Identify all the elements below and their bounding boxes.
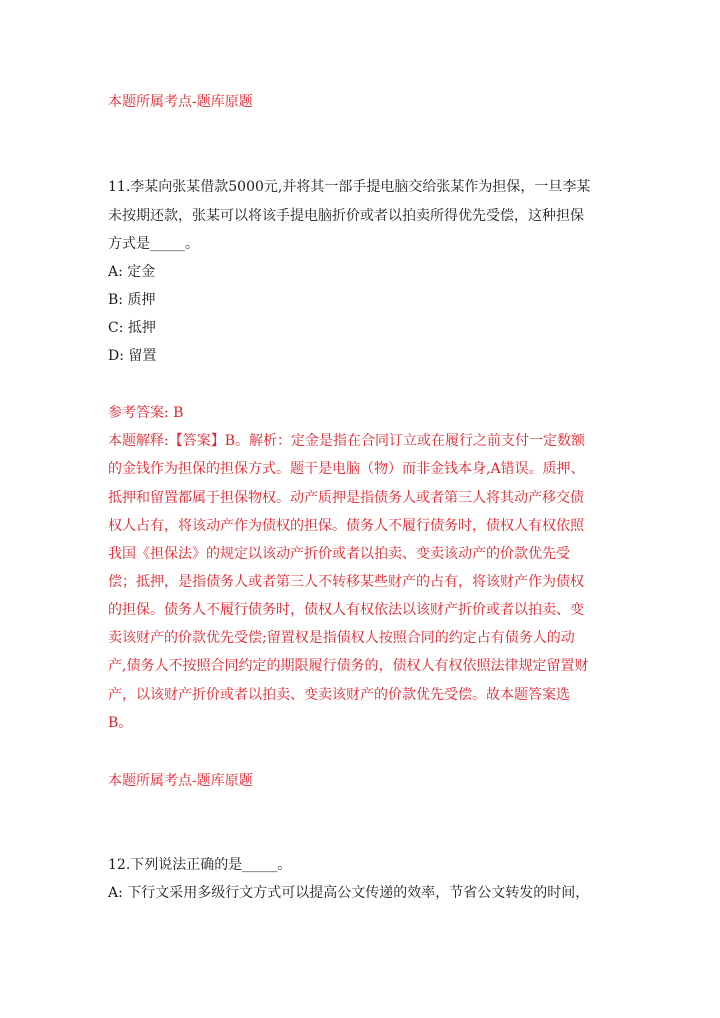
question-11-explanation-line-6: 偿；抵押，是指债务人或者第三人不转移某些财产的占有，将该财产作为债权 bbox=[108, 574, 584, 590]
question-11-option-b: B: 质押 bbox=[108, 292, 156, 308]
question-11-stem-line-1: 11.李某向张某借款5000元,并将其一部手提电脑交给张某作为担保，一旦李某 bbox=[108, 179, 591, 195]
question-11-explanation-line-4: 权人占有，将该动产作为债权的担保。债务人不履行债务时，债权人有权依照 bbox=[108, 518, 584, 534]
question-11-explanation-line-8: 卖该财产的价款优先受偿;留置权是指债权人按照合同的约定占有债务人的动 bbox=[108, 630, 575, 646]
question-11-stem-line-2: 未按期还款，张某可以将该手提电脑折价或者以拍卖所得优先受偿，这种担保 bbox=[108, 208, 584, 224]
question-11-explanation-line-9: 产,债务人不按照合同约定的期限履行债务的，债权人有权依照法律规定留置财 bbox=[108, 658, 589, 674]
question-11-explanation-line-2: 的金钱作为担保的担保方式。题干是电脑（物）而非金钱本身,A错误。质押、 bbox=[108, 461, 585, 477]
question-11-explanation-line-10: 产，以该财产折价或者以拍卖、变卖该财产的价款优先受偿。故本题答案选 bbox=[108, 687, 570, 703]
question-11-option-c: C: 抵押 bbox=[108, 320, 156, 336]
question-11-explanation-line-3: 抵押和留置都属于担保物权。动产质押是指债务人或者第三人将其动产移交债 bbox=[108, 490, 584, 506]
question-11-explanation-line-5: 我国《担保法》的规定以该动产折价或者以拍卖、变卖该动产的价款优先受 bbox=[108, 546, 570, 562]
question-11-option-a: A: 定金 bbox=[108, 264, 156, 280]
topic-tag: 本题所属考点-题库原题 bbox=[108, 773, 253, 789]
question-11-explanation-line-7: 的担保。债务人不履行债务时，债权人有权依法以该财产折价或者以拍卖、变 bbox=[108, 602, 584, 618]
question-11-answer: 参考答案: B bbox=[108, 405, 184, 421]
question-12-option-a: A: 下行文采用多级行文方式可以提高公文传递的效率，节省公文转发的时间， bbox=[108, 885, 590, 901]
question-12-stem-line-1: 12.下列说法正确的是_____。 bbox=[108, 857, 292, 873]
question-11-explanation-line-11: B。 bbox=[108, 715, 133, 731]
topic-tag: 本题所属考点-题库原题 bbox=[108, 94, 253, 110]
question-11-explanation-line-1: 本题解释:【答案】B。解析：定金是指在合同订立或在履行之前支付一定数额 bbox=[108, 433, 586, 449]
question-11-stem-line-3: 方式是_____。 bbox=[108, 236, 199, 252]
question-11-option-d: D: 留置 bbox=[108, 348, 157, 364]
